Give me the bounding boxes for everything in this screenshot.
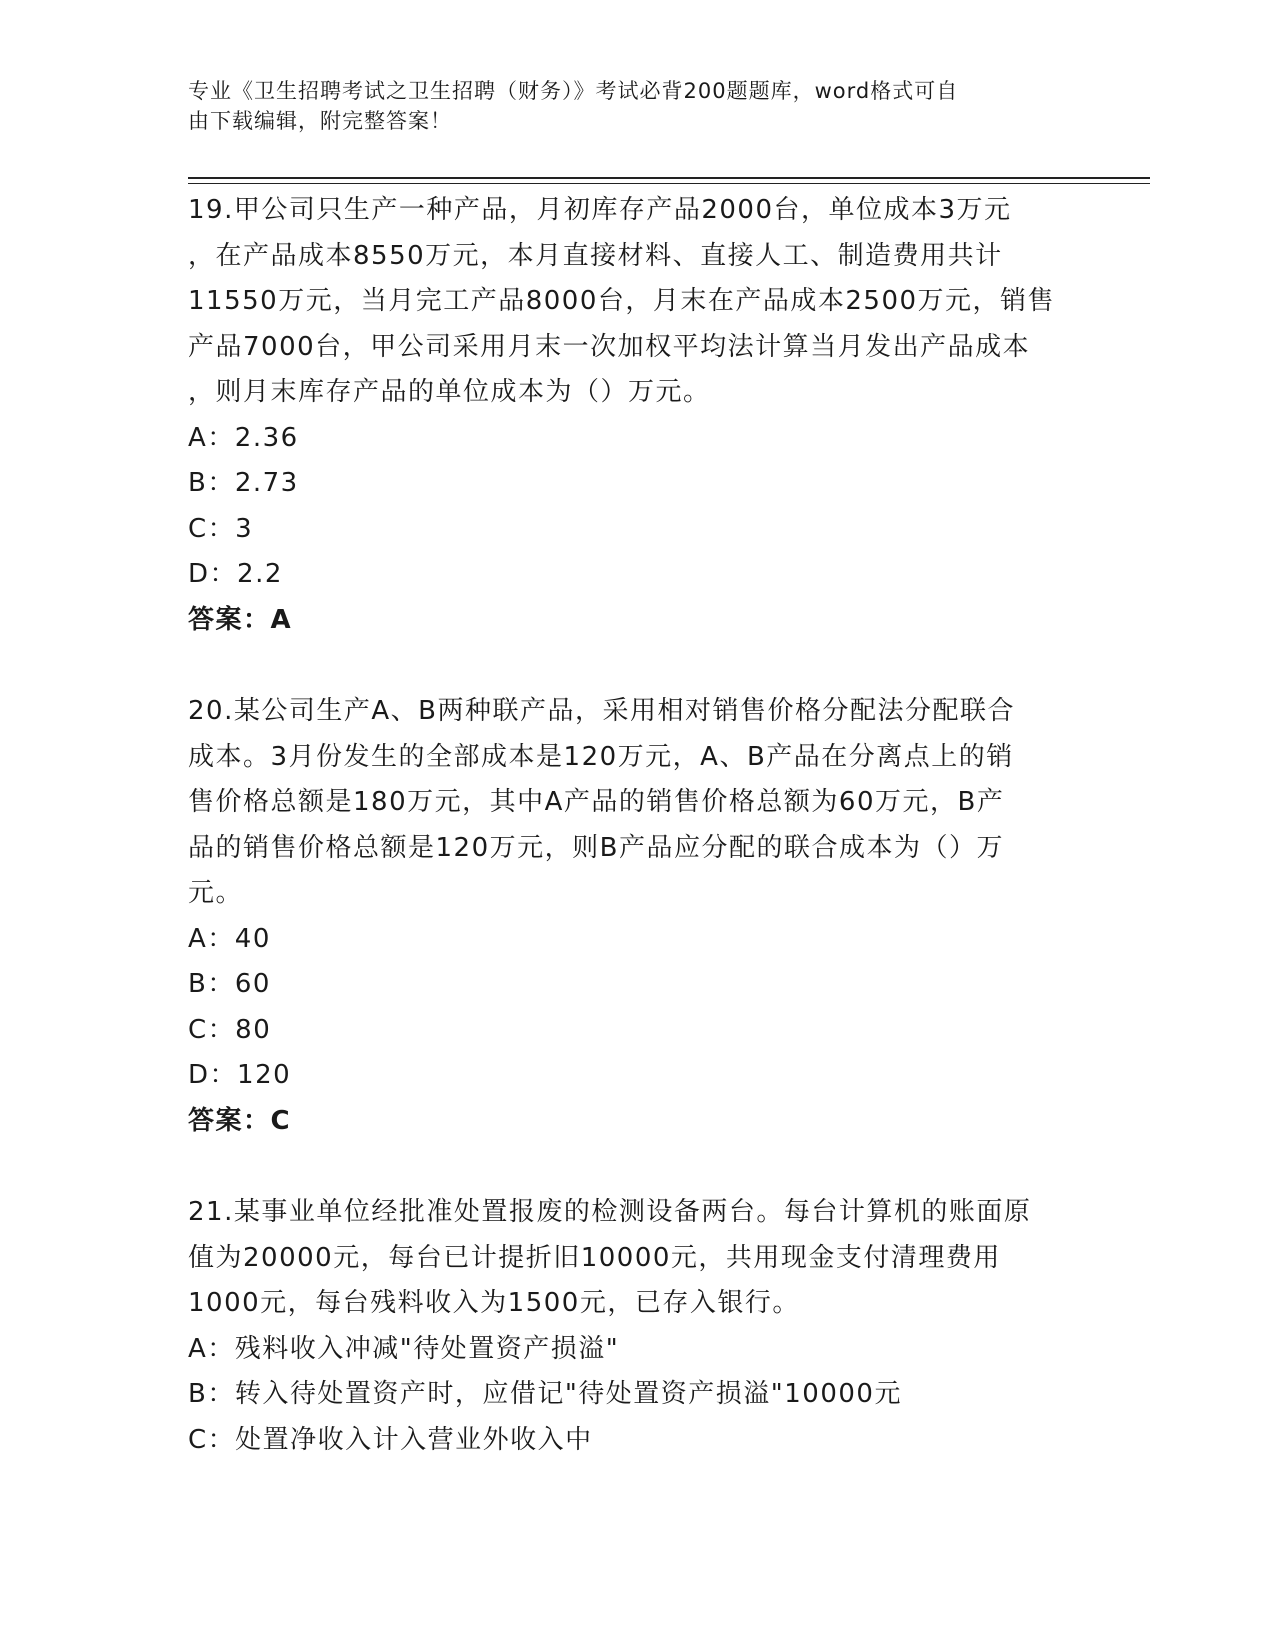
answer-label: 答案：C (188, 1105, 292, 1136)
answer-label: 答案：A (188, 604, 293, 635)
stem-line: 值为20000元，每台已计提折旧10000元，共用现金支付清理费用 (188, 1242, 1001, 1273)
page-header (188, 76, 1078, 136)
option-b: B：60 (188, 969, 271, 999)
header-line-1: 专业《卫生招聘考试之卫生招聘（财务）》考试必背200题题库，word格式可自 (188, 79, 959, 103)
option-b: B：2.73 (188, 468, 299, 498)
question-stem (188, 1190, 1088, 1327)
stem-line: 21.某事业单位经批准处置报废的检测设备两台。每台计算机的账面原 (188, 1197, 1032, 1227)
option-d: D：2.2 (188, 559, 283, 589)
stem-line: 品的销售价格总额是120万元，则B产品应分配的联合成本为（）万 (188, 832, 1004, 863)
option-c: C：80 (188, 1014, 272, 1045)
question-19 (188, 188, 1088, 643)
option-c: C：处置净收入计入营业外收入中 (188, 1424, 593, 1455)
question-stem (188, 689, 1088, 917)
question-stem (188, 188, 1088, 416)
stem-line: 产品7000台，甲公司采用月末一次加权平均法计算当月发出产品成本 (188, 331, 1031, 362)
stem-line: 20.某公司生产A、B两种联产品，采用相对销售价格分配法分配联合 (188, 696, 1015, 726)
option-b: B：转入待处置资产时，应借记"待处置资产损溢"10000元 (188, 1379, 902, 1409)
header-rule-thin (188, 183, 1150, 184)
question-20 (188, 689, 1088, 1144)
header-rule-thick (188, 177, 1150, 179)
option-d: D：120 (188, 1060, 292, 1090)
stem-line: ，则月末库存产品的单位成本为（）万元。 (188, 377, 711, 407)
stem-line: 元。 (188, 878, 244, 908)
option-a: A：残料收入冲减"待处置资产损溢" (188, 1333, 620, 1364)
stem-line: 售价格总额是180万元，其中A产品的销售价格总额为60万元，B产 (188, 787, 1005, 817)
stem-line: 11550万元，当月完工产品8000台，月末在产品成本2500万元，销售 (188, 286, 1056, 316)
option-a: A：2.36 (188, 422, 299, 453)
question-21 (188, 1190, 1088, 1463)
option-a: A：40 (188, 923, 271, 954)
header-line-2: 由下载编辑，附完整答案！ (188, 109, 452, 133)
question-list (188, 188, 1088, 1509)
stem-line: 成本。3月份发生的全部成本是120万元，A、B产品在分离点上的销 (188, 741, 1014, 772)
stem-line: ，在产品成本8550万元，本月直接材料、直接人工、制造费用共计 (188, 240, 1003, 271)
stem-line: 1000元，每台残料收入为1500元，已存入银行。 (188, 1288, 800, 1318)
option-c: C：3 (188, 513, 254, 544)
stem-line: 19.甲公司只生产一种产品，月初库存产品2000台，单位成本3万元 (188, 195, 1012, 225)
